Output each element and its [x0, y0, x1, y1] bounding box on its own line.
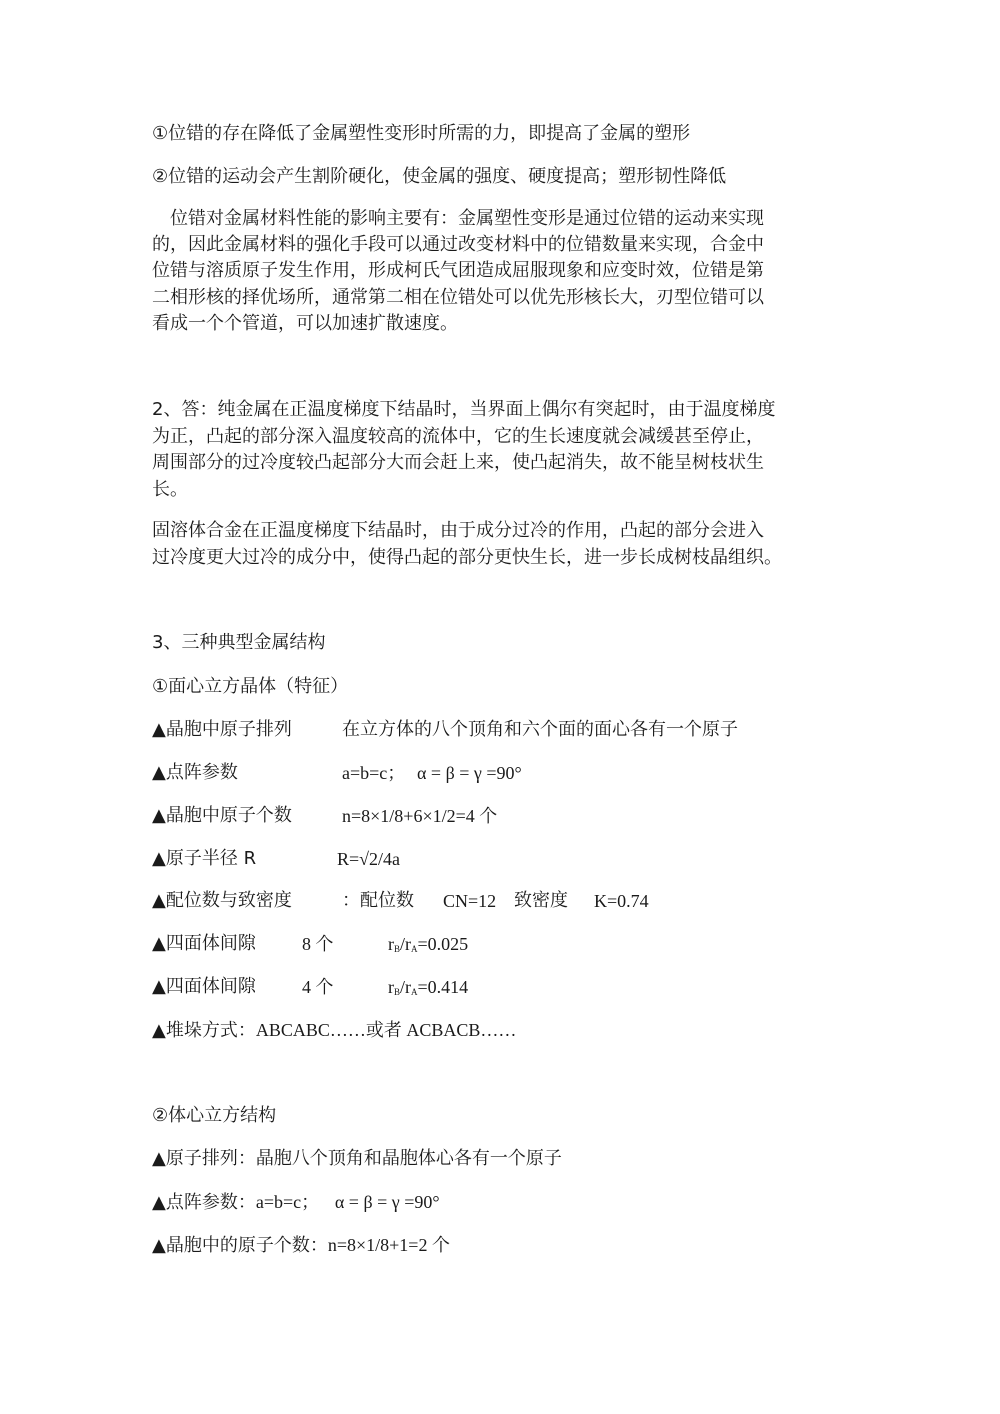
row-label: ▲晶胞中原子排列: [152, 719, 292, 740]
row-value: 在立方体的八个顶角和六个面的面心各有一个原子: [342, 719, 738, 740]
answer-2-line: 固溶体合金在正温度梯度下结晶时，由于成分过冷的作用，凸起的部分会进入: [152, 520, 764, 541]
row-value: n=8×1/8+1=2 个: [327, 1235, 450, 1255]
row-value: 晶胞八个顶角和晶胞体心各有一个原子: [255, 1148, 562, 1169]
row-value: 8 个: [302, 934, 334, 954]
dislocation-point-1: ①位错的存在降低了金属塑性变形时所需的力，即提高了金属的塑形: [152, 123, 691, 144]
row-value: K=0.74: [594, 891, 649, 911]
answer-2-line: 长。: [152, 479, 188, 500]
row-label: ▲原子半径 R: [152, 848, 257, 869]
fcc-row-arrangement: [152, 719, 738, 741]
fcc-row-coordination: [152, 890, 649, 912]
row-value: ABCABC……或者 ACBACB……: [255, 1020, 517, 1040]
row-label: ▲原子排列：: [152, 1148, 256, 1169]
answer-2-line: 周围部分的过冷度较凸起部分大而会赶上来，使凸起消失，故不能呈树枝状生: [152, 452, 764, 473]
dislocation-point-2: ②位错的运动会产生割阶硬化，使金属的强度、硬度提高；塑形韧性降低: [152, 166, 727, 187]
row-value: n=8×1/8+6×1/2=4 个: [342, 806, 498, 826]
row-value: α = β = γ =90°: [417, 763, 522, 783]
row-value: 致密度: [514, 890, 568, 911]
paragraph-line: 二相形核的择优场所，通常第二相在位错处可以优先形核长大，刃型位错可以: [152, 287, 764, 308]
fcc-title: ①面心立方晶体（特征）: [152, 676, 349, 697]
answer-2-line: 过冷度更大过冷的成分中，使得凸起的部分更快生长，进一步长成树枝晶组织。: [152, 547, 782, 568]
bcc-row-arrangement: [152, 1148, 562, 1170]
fcc-row-stacking: [152, 1019, 516, 1042]
row-label: ▲配位数与致密度: [152, 890, 292, 911]
radius-ratio: $r_B/r_A=0.414$: [388, 977, 469, 997]
row-label: ▲四面体间隙: [152, 933, 256, 954]
row-value: a=b=c；: [342, 763, 406, 783]
fcc-row-atom-count: [152, 805, 498, 827]
row-label: ▲堆垛方式：: [152, 1020, 256, 1041]
fcc-row-tetra-void: [152, 933, 469, 955]
row-value: CN=12: [443, 891, 497, 911]
answer-2-line: 2、答：纯金属在正温度梯度下结晶时，当界面上偶尔有突起时，由于温度梯度: [152, 399, 776, 420]
row-value: R=√2/4a: [337, 849, 401, 869]
bcc-title: ②体心立方结构: [152, 1105, 277, 1126]
paragraph-line: 位错对金属材料性能的影响主要有：金属塑性变形是通过位错的运动来实现: [152, 208, 764, 229]
bcc-row-atom-count: [152, 1234, 450, 1257]
bcc-row-lattice: [152, 1191, 440, 1214]
row-value: α = β = γ =90°: [334, 1192, 440, 1212]
radius-ratio: $r_B/r_A=0.025$: [388, 934, 469, 954]
row-label: ▲晶胞中原子个数: [152, 805, 292, 826]
paragraph-line: 看成一个个管道，可以加速扩散速度。: [152, 313, 458, 334]
answer-2-line: 为正，凸起的部分深入温度较高的流体中，它的生长速度就会减缓甚至停止，: [152, 426, 764, 447]
section-3-title: 3、三种典型金属结构: [152, 632, 326, 653]
row-label: ▲晶胞中的原子个数：: [152, 1235, 328, 1256]
row-label: ▲点阵参数：: [152, 1192, 256, 1213]
row-label: ▲四面体间隙: [152, 976, 256, 997]
fcc-row-radius: [152, 848, 401, 870]
fcc-row-tetra-void: [152, 976, 469, 998]
row-value: 4 个: [302, 977, 334, 997]
row-label: ▲点阵参数: [152, 762, 238, 783]
fcc-row-lattice: [152, 762, 522, 784]
paragraph-line: 位错与溶质原子发生作用，形成柯氏气团造成屈服现象和应变时效，位错是第: [152, 260, 764, 281]
paragraph-line: 的，因此金属材料的强化手段可以通过改变材料中的位错数量来实现，合金中: [152, 234, 764, 255]
row-value: a=b=c；: [255, 1192, 320, 1212]
row-value: ：配位数: [342, 890, 414, 911]
